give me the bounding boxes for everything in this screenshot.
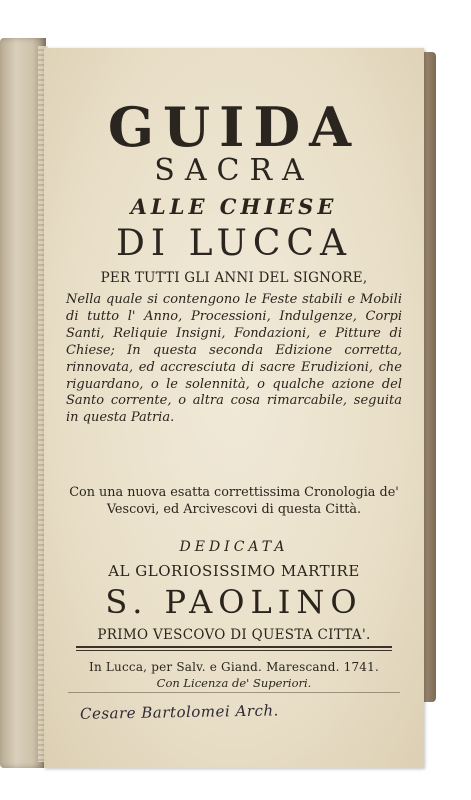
saint-subtitle: PRIMO VESCOVO DI QUESTA CITTA'.: [97, 627, 371, 643]
book: [0, 28, 440, 764]
subtitle-anni: PER TUTTI GLI ANNI DEL SIGNORE,: [100, 270, 368, 286]
title-page: [44, 48, 424, 768]
imprint-line: In Lucca, per Salv. e Giand. Marescand. 1741.: [89, 660, 379, 674]
licence-line: Con Licenza de' Superiori.: [156, 676, 312, 690]
martyr-line: AL GLORIOSISSIMO MARTIRE: [108, 562, 360, 580]
chronology-paragraph: Con una nuova esatta correttissima Cronologia de' Vescovi, ed Arcivescovi di questa Città.: [69, 485, 399, 517]
double-rule-bottom: [76, 650, 392, 651]
ink-line: [68, 692, 400, 693]
saint-name: S. PAOLINO: [105, 583, 363, 621]
dedication-label: DEDICATA: [179, 539, 289, 555]
handwritten-signature: Cesare Bartolomei Arch.: [79, 701, 279, 723]
double-rule-top: [76, 646, 392, 648]
title-alle-chiese: ALLE CHIESE: [130, 194, 338, 219]
title-guida: GUIDA: [107, 95, 361, 159]
title-di-lucca: DI LUCCA: [116, 223, 352, 264]
title-sacra: SACRA: [154, 153, 314, 188]
description-paragraph: Nella quale si contengono le Feste stabili e Mobili di tutto l' Anno, Processioni, Indulgenze, Corpi Santi, Reliquie Insigni, Fondazioni, e Pitture di Chiese; In questa seconda Edizione corretta, rinnovata, ed accresciuta di sacre Erudizioni, che riguardano, o le solennità, o qualche azione del Santo corrente, o altra cosa rimarcabile, seguita in questa Patria.: [66, 292, 402, 426]
